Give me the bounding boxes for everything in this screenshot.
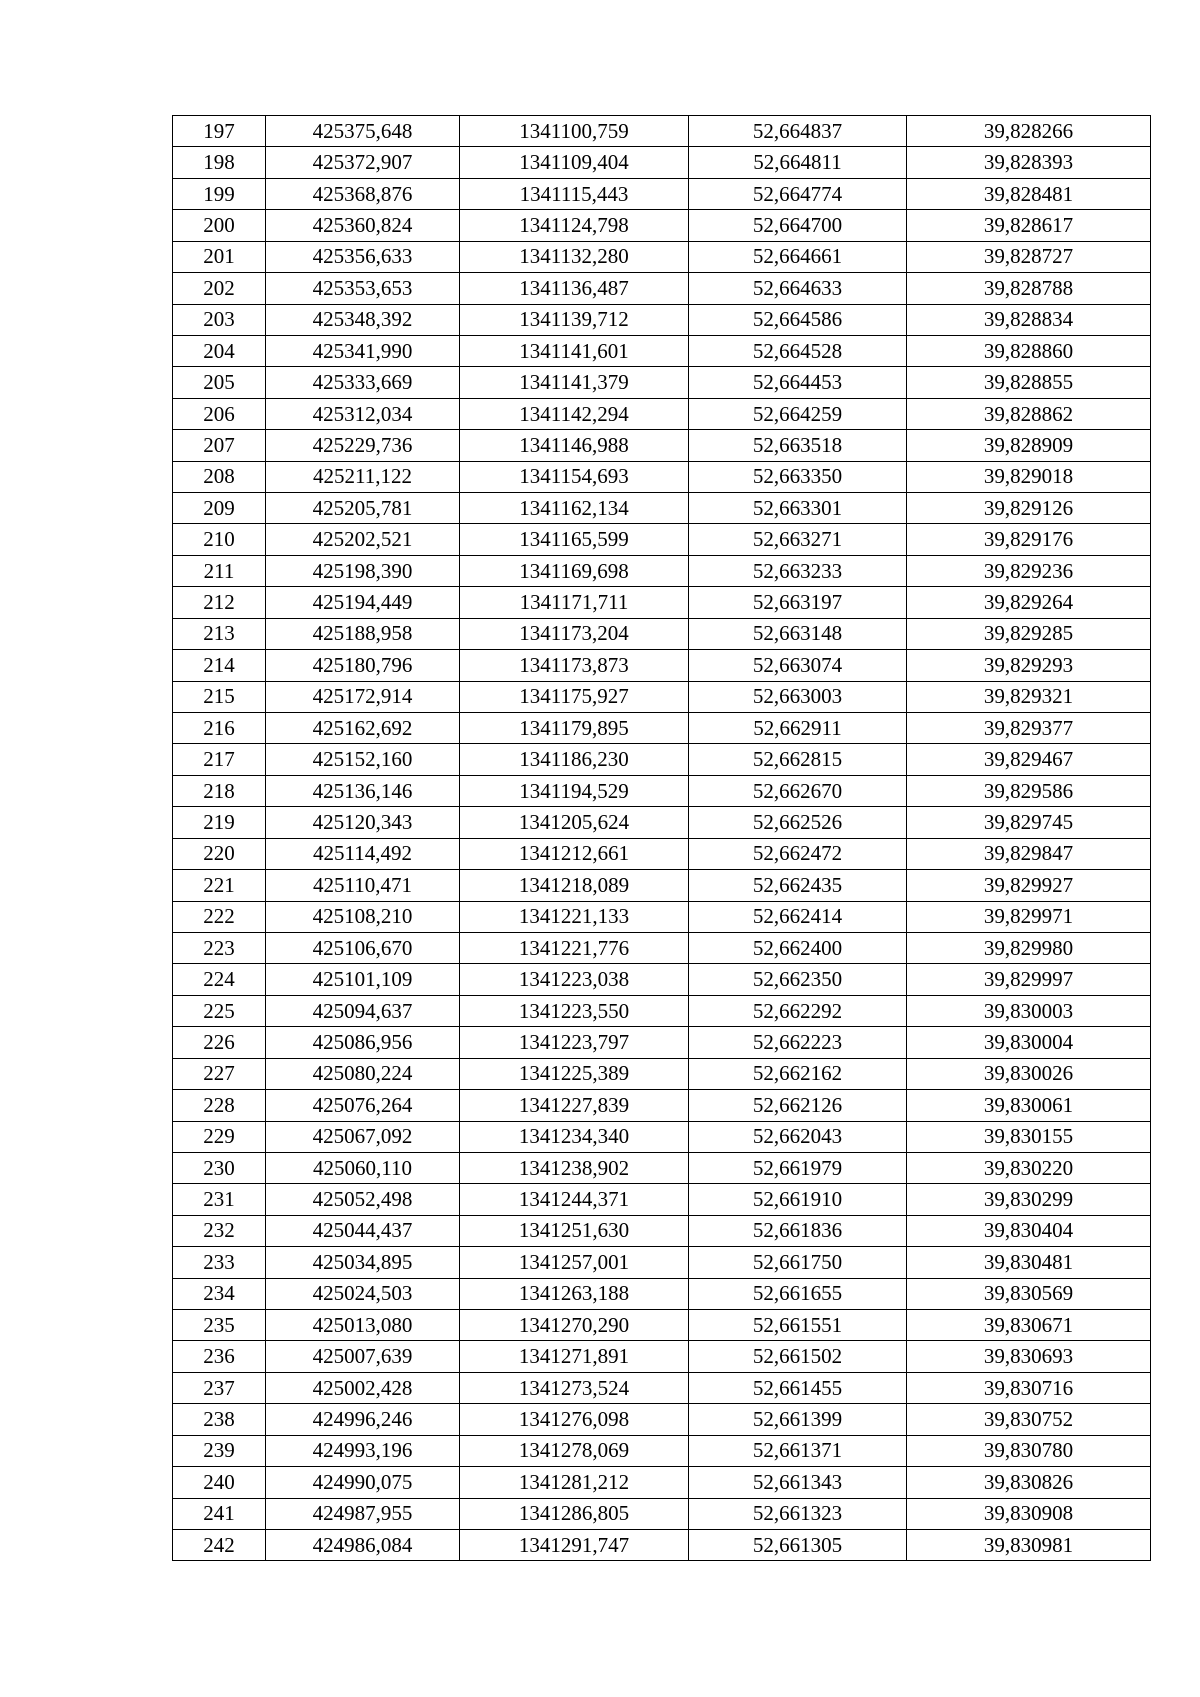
longitude-cell: 39,830981	[907, 1529, 1151, 1560]
y-coordinate-cell: 1341281,212	[460, 1467, 689, 1498]
y-coordinate-cell: 1341270,290	[460, 1310, 689, 1341]
table-row	[173, 116, 1151, 147]
x-coordinate-cell: 425368,876	[266, 178, 460, 209]
latitude-cell: 52,663148	[689, 618, 907, 649]
x-coordinate-cell: 424986,084	[266, 1529, 460, 1560]
point-number-cell: 216	[173, 713, 266, 744]
latitude-cell: 52,661750	[689, 1247, 907, 1278]
x-coordinate-cell: 425172,914	[266, 681, 460, 712]
table-row	[173, 681, 1151, 712]
point-number-cell: 237	[173, 1372, 266, 1403]
point-number-cell: 205	[173, 367, 266, 398]
point-number-cell: 209	[173, 493, 266, 524]
longitude-cell: 39,830061	[907, 1090, 1151, 1121]
point-number-cell: 239	[173, 1435, 266, 1466]
longitude-cell: 39,829586	[907, 775, 1151, 806]
point-number-cell: 210	[173, 524, 266, 555]
x-coordinate-cell: 425198,390	[266, 555, 460, 586]
x-coordinate-cell: 425007,639	[266, 1341, 460, 1372]
point-number-cell: 229	[173, 1121, 266, 1152]
latitude-cell: 52,663233	[689, 555, 907, 586]
table-row	[173, 1372, 1151, 1403]
x-coordinate-cell: 425356,633	[266, 241, 460, 272]
x-coordinate-cell: 425110,471	[266, 870, 460, 901]
longitude-cell: 39,829980	[907, 932, 1151, 963]
longitude-cell: 39,829285	[907, 618, 1151, 649]
latitude-cell: 52,662911	[689, 713, 907, 744]
latitude-cell: 52,661551	[689, 1310, 907, 1341]
point-number-cell: 203	[173, 304, 266, 335]
point-number-cell: 222	[173, 901, 266, 932]
latitude-cell: 52,662435	[689, 870, 907, 901]
latitude-cell: 52,664528	[689, 335, 907, 366]
latitude-cell: 52,662815	[689, 744, 907, 775]
point-number-cell: 212	[173, 587, 266, 618]
longitude-cell: 39,829321	[907, 681, 1151, 712]
longitude-cell: 39,828834	[907, 304, 1151, 335]
latitude-cell: 52,664259	[689, 398, 907, 429]
latitude-cell: 52,661979	[689, 1152, 907, 1183]
y-coordinate-cell: 1341286,805	[460, 1498, 689, 1529]
latitude-cell: 52,661455	[689, 1372, 907, 1403]
y-coordinate-cell: 1341276,098	[460, 1404, 689, 1435]
x-coordinate-cell: 425067,092	[266, 1121, 460, 1152]
y-coordinate-cell: 1341212,661	[460, 838, 689, 869]
table-row	[173, 1215, 1151, 1246]
x-coordinate-cell: 425060,110	[266, 1152, 460, 1183]
y-coordinate-cell: 1341263,188	[460, 1278, 689, 1309]
y-coordinate-cell: 1341273,524	[460, 1372, 689, 1403]
latitude-cell: 52,662670	[689, 775, 907, 806]
x-coordinate-cell: 425360,824	[266, 210, 460, 241]
y-coordinate-cell: 1341238,902	[460, 1152, 689, 1183]
latitude-cell: 52,662350	[689, 964, 907, 995]
y-coordinate-cell: 1341141,601	[460, 335, 689, 366]
x-coordinate-cell: 425341,990	[266, 335, 460, 366]
latitude-cell: 52,664633	[689, 273, 907, 304]
latitude-cell: 52,664700	[689, 210, 907, 241]
x-coordinate-cell: 425162,692	[266, 713, 460, 744]
x-coordinate-cell: 425013,080	[266, 1310, 460, 1341]
y-coordinate-cell: 1341154,693	[460, 461, 689, 492]
x-coordinate-cell: 425205,781	[266, 493, 460, 524]
y-coordinate-cell: 1341162,134	[460, 493, 689, 524]
y-coordinate-cell: 1341139,712	[460, 304, 689, 335]
table-row	[173, 1090, 1151, 1121]
table-row	[173, 1467, 1151, 1498]
y-coordinate-cell: 1341173,204	[460, 618, 689, 649]
longitude-cell: 39,828727	[907, 241, 1151, 272]
table-row	[173, 335, 1151, 366]
table-row	[173, 147, 1151, 178]
table-row	[173, 1278, 1151, 1309]
x-coordinate-cell: 425312,034	[266, 398, 460, 429]
x-coordinate-cell: 425152,160	[266, 744, 460, 775]
longitude-cell: 39,829236	[907, 555, 1151, 586]
longitude-cell: 39,830780	[907, 1435, 1151, 1466]
latitude-cell: 52,662414	[689, 901, 907, 932]
y-coordinate-cell: 1341171,711	[460, 587, 689, 618]
latitude-cell: 52,661910	[689, 1184, 907, 1215]
y-coordinate-cell: 1341218,089	[460, 870, 689, 901]
longitude-cell: 39,830569	[907, 1278, 1151, 1309]
table-row	[173, 273, 1151, 304]
table-row	[173, 1529, 1151, 1560]
longitude-cell: 39,830752	[907, 1404, 1151, 1435]
x-coordinate-cell: 425052,498	[266, 1184, 460, 1215]
table-row	[173, 1058, 1151, 1089]
longitude-cell: 39,830220	[907, 1152, 1151, 1183]
latitude-cell: 52,663350	[689, 461, 907, 492]
point-number-cell: 242	[173, 1529, 266, 1560]
table-row	[173, 430, 1151, 461]
x-coordinate-cell: 425101,109	[266, 964, 460, 995]
y-coordinate-cell: 1341115,443	[460, 178, 689, 209]
table-row	[173, 744, 1151, 775]
longitude-cell: 39,830404	[907, 1215, 1151, 1246]
point-number-cell: 201	[173, 241, 266, 272]
x-coordinate-cell: 425114,492	[266, 838, 460, 869]
table-row	[173, 1184, 1151, 1215]
point-number-cell: 227	[173, 1058, 266, 1089]
y-coordinate-cell: 1341194,529	[460, 775, 689, 806]
point-number-cell: 211	[173, 555, 266, 586]
y-coordinate-cell: 1341173,873	[460, 650, 689, 681]
y-coordinate-cell: 1341100,759	[460, 116, 689, 147]
y-coordinate-cell: 1341165,599	[460, 524, 689, 555]
y-coordinate-cell: 1341124,798	[460, 210, 689, 241]
longitude-cell: 39,828862	[907, 398, 1151, 429]
table-row	[173, 1310, 1151, 1341]
y-coordinate-cell: 1341136,487	[460, 273, 689, 304]
point-number-cell: 214	[173, 650, 266, 681]
x-coordinate-cell: 424996,246	[266, 1404, 460, 1435]
point-number-cell: 207	[173, 430, 266, 461]
point-number-cell: 206	[173, 398, 266, 429]
longitude-cell: 39,830693	[907, 1341, 1151, 1372]
x-coordinate-cell: 425120,343	[266, 807, 460, 838]
x-coordinate-cell: 425372,907	[266, 147, 460, 178]
x-coordinate-cell: 425194,449	[266, 587, 460, 618]
x-coordinate-cell: 424993,196	[266, 1435, 460, 1466]
table-row	[173, 650, 1151, 681]
table-row	[173, 775, 1151, 806]
longitude-cell: 39,829927	[907, 870, 1151, 901]
table-row	[173, 807, 1151, 838]
latitude-cell: 52,664453	[689, 367, 907, 398]
table-row	[173, 1435, 1151, 1466]
table-row	[173, 713, 1151, 744]
longitude-cell: 39,829377	[907, 713, 1151, 744]
y-coordinate-cell: 1341169,698	[460, 555, 689, 586]
x-coordinate-cell: 425106,670	[266, 932, 460, 963]
x-coordinate-cell: 425353,653	[266, 273, 460, 304]
y-coordinate-cell: 1341291,747	[460, 1529, 689, 1560]
latitude-cell: 52,661305	[689, 1529, 907, 1560]
table-row	[173, 304, 1151, 335]
y-coordinate-cell: 1341234,340	[460, 1121, 689, 1152]
table-row	[173, 1498, 1151, 1529]
y-coordinate-cell: 1341257,001	[460, 1247, 689, 1278]
table-row	[173, 210, 1151, 241]
longitude-cell: 39,828909	[907, 430, 1151, 461]
longitude-cell: 39,828266	[907, 116, 1151, 147]
table-row	[173, 964, 1151, 995]
x-coordinate-cell: 424987,955	[266, 1498, 460, 1529]
latitude-cell: 52,663518	[689, 430, 907, 461]
point-number-cell: 197	[173, 116, 266, 147]
y-coordinate-cell: 1341244,371	[460, 1184, 689, 1215]
table-row	[173, 618, 1151, 649]
latitude-cell: 52,662043	[689, 1121, 907, 1152]
table-row	[173, 367, 1151, 398]
latitude-cell: 52,662162	[689, 1058, 907, 1089]
x-coordinate-cell: 425080,224	[266, 1058, 460, 1089]
y-coordinate-cell: 1341225,389	[460, 1058, 689, 1089]
point-number-cell: 220	[173, 838, 266, 869]
latitude-cell: 52,661836	[689, 1215, 907, 1246]
longitude-cell: 39,829264	[907, 587, 1151, 618]
table-row	[173, 178, 1151, 209]
x-coordinate-cell: 425229,736	[266, 430, 460, 461]
longitude-cell: 39,830155	[907, 1121, 1151, 1152]
point-number-cell: 240	[173, 1467, 266, 1498]
x-coordinate-cell: 424990,075	[266, 1467, 460, 1498]
y-coordinate-cell: 1341221,776	[460, 932, 689, 963]
point-number-cell: 200	[173, 210, 266, 241]
point-number-cell: 226	[173, 1027, 266, 1058]
latitude-cell: 52,664811	[689, 147, 907, 178]
y-coordinate-cell: 1341146,988	[460, 430, 689, 461]
x-coordinate-cell: 425348,392	[266, 304, 460, 335]
x-coordinate-cell: 425002,428	[266, 1372, 460, 1403]
point-number-cell: 230	[173, 1152, 266, 1183]
latitude-cell: 52,663074	[689, 650, 907, 681]
y-coordinate-cell: 1341221,133	[460, 901, 689, 932]
latitude-cell: 52,664774	[689, 178, 907, 209]
latitude-cell: 52,663301	[689, 493, 907, 524]
longitude-cell: 39,829971	[907, 901, 1151, 932]
longitude-cell: 39,828788	[907, 273, 1151, 304]
longitude-cell: 39,828481	[907, 178, 1151, 209]
x-coordinate-cell: 425375,648	[266, 116, 460, 147]
x-coordinate-cell: 425188,958	[266, 618, 460, 649]
longitude-cell: 39,830671	[907, 1310, 1151, 1341]
point-number-cell: 234	[173, 1278, 266, 1309]
longitude-cell: 39,830826	[907, 1467, 1151, 1498]
latitude-cell: 52,661502	[689, 1341, 907, 1372]
x-coordinate-cell: 425086,956	[266, 1027, 460, 1058]
point-number-cell: 221	[173, 870, 266, 901]
table-row	[173, 461, 1151, 492]
point-number-cell: 241	[173, 1498, 266, 1529]
y-coordinate-cell: 1341278,069	[460, 1435, 689, 1466]
longitude-cell: 39,829847	[907, 838, 1151, 869]
table-row	[173, 241, 1151, 272]
x-coordinate-cell: 425094,637	[266, 995, 460, 1026]
x-coordinate-cell: 425034,895	[266, 1247, 460, 1278]
point-number-cell: 208	[173, 461, 266, 492]
longitude-cell: 39,828393	[907, 147, 1151, 178]
longitude-cell: 39,829018	[907, 461, 1151, 492]
coordinates-table	[172, 115, 1151, 1561]
latitude-cell: 52,664661	[689, 241, 907, 272]
table-row	[173, 398, 1151, 429]
y-coordinate-cell: 1341227,839	[460, 1090, 689, 1121]
point-number-cell: 202	[173, 273, 266, 304]
y-coordinate-cell: 1341271,891	[460, 1341, 689, 1372]
point-number-cell: 218	[173, 775, 266, 806]
longitude-cell: 39,830716	[907, 1372, 1151, 1403]
point-number-cell: 232	[173, 1215, 266, 1246]
longitude-cell: 39,829997	[907, 964, 1151, 995]
latitude-cell: 52,661399	[689, 1404, 907, 1435]
y-coordinate-cell: 1341223,038	[460, 964, 689, 995]
latitude-cell: 52,661323	[689, 1498, 907, 1529]
table-row	[173, 838, 1151, 869]
longitude-cell: 39,829467	[907, 744, 1151, 775]
latitude-cell: 52,662526	[689, 807, 907, 838]
table-row	[173, 995, 1151, 1026]
point-number-cell: 199	[173, 178, 266, 209]
longitude-cell: 39,829176	[907, 524, 1151, 555]
longitude-cell: 39,828855	[907, 367, 1151, 398]
longitude-cell: 39,829745	[907, 807, 1151, 838]
table-row	[173, 493, 1151, 524]
y-coordinate-cell: 1341186,230	[460, 744, 689, 775]
table-row	[173, 1152, 1151, 1183]
latitude-cell: 52,661655	[689, 1278, 907, 1309]
x-coordinate-cell: 425136,146	[266, 775, 460, 806]
table-row	[173, 932, 1151, 963]
point-number-cell: 223	[173, 932, 266, 963]
y-coordinate-cell: 1341223,550	[460, 995, 689, 1026]
table-row	[173, 1404, 1151, 1435]
x-coordinate-cell: 425202,521	[266, 524, 460, 555]
table-row	[173, 1247, 1151, 1278]
point-number-cell: 231	[173, 1184, 266, 1215]
longitude-cell: 39,829293	[907, 650, 1151, 681]
y-coordinate-cell: 1341205,624	[460, 807, 689, 838]
latitude-cell: 52,662472	[689, 838, 907, 869]
point-number-cell: 219	[173, 807, 266, 838]
point-number-cell: 224	[173, 964, 266, 995]
latitude-cell: 52,662223	[689, 1027, 907, 1058]
table-row	[173, 870, 1151, 901]
point-number-cell: 204	[173, 335, 266, 366]
longitude-cell: 39,830299	[907, 1184, 1151, 1215]
point-number-cell: 213	[173, 618, 266, 649]
longitude-cell: 39,828860	[907, 335, 1151, 366]
latitude-cell: 52,664586	[689, 304, 907, 335]
point-number-cell: 217	[173, 744, 266, 775]
longitude-cell: 39,829126	[907, 493, 1151, 524]
x-coordinate-cell: 425108,210	[266, 901, 460, 932]
table-row	[173, 555, 1151, 586]
point-number-cell: 198	[173, 147, 266, 178]
point-number-cell: 228	[173, 1090, 266, 1121]
y-coordinate-cell: 1341109,404	[460, 147, 689, 178]
latitude-cell: 52,663197	[689, 587, 907, 618]
longitude-cell: 39,830481	[907, 1247, 1151, 1278]
latitude-cell: 52,663271	[689, 524, 907, 555]
table-row	[173, 1027, 1151, 1058]
longitude-cell: 39,830003	[907, 995, 1151, 1026]
point-number-cell: 225	[173, 995, 266, 1026]
latitude-cell: 52,662292	[689, 995, 907, 1026]
table-row	[173, 587, 1151, 618]
y-coordinate-cell: 1341251,630	[460, 1215, 689, 1246]
table-row	[173, 524, 1151, 555]
point-number-cell: 233	[173, 1247, 266, 1278]
point-number-cell: 238	[173, 1404, 266, 1435]
coordinates-table-body	[173, 116, 1151, 1561]
y-coordinate-cell: 1341179,895	[460, 713, 689, 744]
table-row	[173, 901, 1151, 932]
x-coordinate-cell: 425211,122	[266, 461, 460, 492]
y-coordinate-cell: 1341142,294	[460, 398, 689, 429]
point-number-cell: 236	[173, 1341, 266, 1372]
latitude-cell: 52,661371	[689, 1435, 907, 1466]
x-coordinate-cell: 425076,264	[266, 1090, 460, 1121]
y-coordinate-cell: 1341132,280	[460, 241, 689, 272]
y-coordinate-cell: 1341223,797	[460, 1027, 689, 1058]
table-row	[173, 1341, 1151, 1372]
x-coordinate-cell: 425044,437	[266, 1215, 460, 1246]
y-coordinate-cell: 1341141,379	[460, 367, 689, 398]
longitude-cell: 39,830004	[907, 1027, 1151, 1058]
latitude-cell: 52,664837	[689, 116, 907, 147]
point-number-cell: 235	[173, 1310, 266, 1341]
latitude-cell: 52,663003	[689, 681, 907, 712]
longitude-cell: 39,830026	[907, 1058, 1151, 1089]
x-coordinate-cell: 425333,669	[266, 367, 460, 398]
latitude-cell: 52,661343	[689, 1467, 907, 1498]
longitude-cell: 39,828617	[907, 210, 1151, 241]
longitude-cell: 39,830908	[907, 1498, 1151, 1529]
latitude-cell: 52,662400	[689, 932, 907, 963]
latitude-cell: 52,662126	[689, 1090, 907, 1121]
y-coordinate-cell: 1341175,927	[460, 681, 689, 712]
table-row	[173, 1121, 1151, 1152]
x-coordinate-cell: 425024,503	[266, 1278, 460, 1309]
x-coordinate-cell: 425180,796	[266, 650, 460, 681]
point-number-cell: 215	[173, 681, 266, 712]
